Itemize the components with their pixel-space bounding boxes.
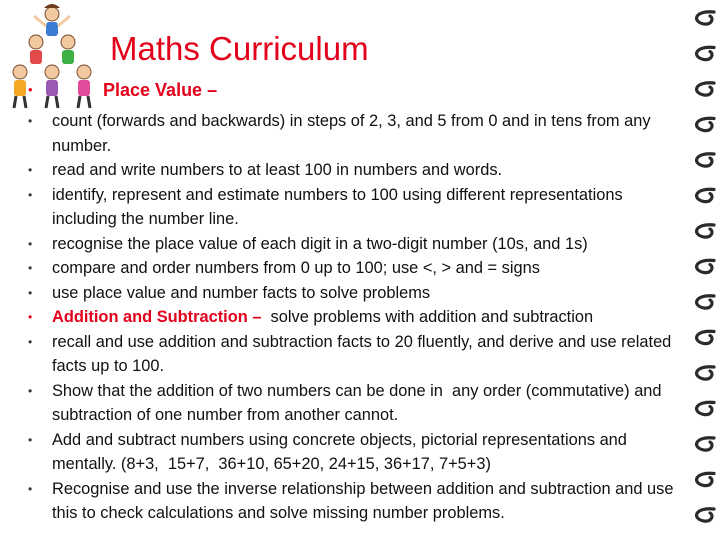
spiral-loop <box>697 189 714 201</box>
item-text: use place value and number facts to solve problems <box>52 283 431 302</box>
section-heading-place-value: Place Value – <box>103 80 218 100</box>
spiral-loop <box>697 367 714 379</box>
spiral-loop <box>697 473 714 485</box>
children-pyramid-icon <box>4 2 100 112</box>
bullet: • <box>28 334 33 349</box>
spiral-loop <box>697 438 714 450</box>
bullet: • <box>28 114 33 128</box>
item-text: recall and use addition and subtraction facts to 20 fluently, and derive and use related facts up to 100. <box>52 332 672 375</box>
list-item <box>0 428 690 477</box>
bullet: • <box>28 261 33 275</box>
item-text: Show that the addition of two numbers can be done in any order (commutative) and subtraction of one number from another cannot. <box>52 381 667 424</box>
item-text: identify, represent and estimate numbers to 100 using different representations including the number line. <box>52 185 623 228</box>
list-item <box>0 232 690 257</box>
spiral-loop <box>697 47 714 59</box>
list-item <box>0 256 690 281</box>
list-item <box>0 158 690 183</box>
bullet: • <box>28 310 33 324</box>
bullet: • <box>28 481 33 496</box>
list-item <box>0 330 690 379</box>
spiral-loop <box>697 260 714 272</box>
spiral-loop <box>697 12 714 24</box>
spiral-loop <box>697 296 714 308</box>
spiral-loop <box>697 509 714 521</box>
list-item <box>0 281 690 306</box>
item-text: count (forwards and backwards) in steps of 2, 3, and 5 from 0 and in tens from any number. <box>52 112 651 155</box>
bullet: • <box>28 187 33 202</box>
bullet: • <box>28 432 33 447</box>
item-text: recognise the place value of each digit in a two-digit number (10s, and 1s) <box>52 234 588 253</box>
spiral-loop <box>697 118 714 130</box>
spiral-loop <box>697 154 714 166</box>
list-item <box>0 109 690 158</box>
spiral-loop <box>697 83 714 95</box>
list-item <box>0 477 690 526</box>
subtitle-bullet: • <box>28 82 33 97</box>
item-text: compare and order numbers from 0 up to 100; use <, > and = signs <box>52 259 540 277</box>
bullet: • <box>28 383 33 398</box>
section-heading-addition-subtraction: Addition and Subtraction – <box>52 308 262 326</box>
item-text: read and write numbers to at least 100 in numbers and words. <box>52 161 503 179</box>
item-text: Add and subtract numbers using concrete objects, pictorial representations and mentally. (8+3, 15+7, 36+10, 65+20, 24+15, 36+17, 7+5+3) <box>52 430 632 473</box>
bullet: • <box>28 285 33 300</box>
bullet: • <box>28 236 33 251</box>
bullet: • <box>28 163 33 177</box>
list-item <box>0 379 690 428</box>
curriculum-list <box>0 109 690 526</box>
item-text: solve problems with addition and subtraction <box>261 308 594 326</box>
list-item-addition-subtraction <box>0 305 690 330</box>
spiral-loop <box>697 225 714 237</box>
list-item <box>0 183 690 232</box>
slide-title: Maths Curriculum <box>110 30 369 67</box>
spiral-loop <box>697 402 714 414</box>
spiral-loop <box>697 331 714 343</box>
spiral-binding-icon <box>686 0 720 540</box>
item-text: Recognise and use the inverse relationship between addition and subtraction and use this to check calculations and solve missing number problems. <box>52 479 674 522</box>
